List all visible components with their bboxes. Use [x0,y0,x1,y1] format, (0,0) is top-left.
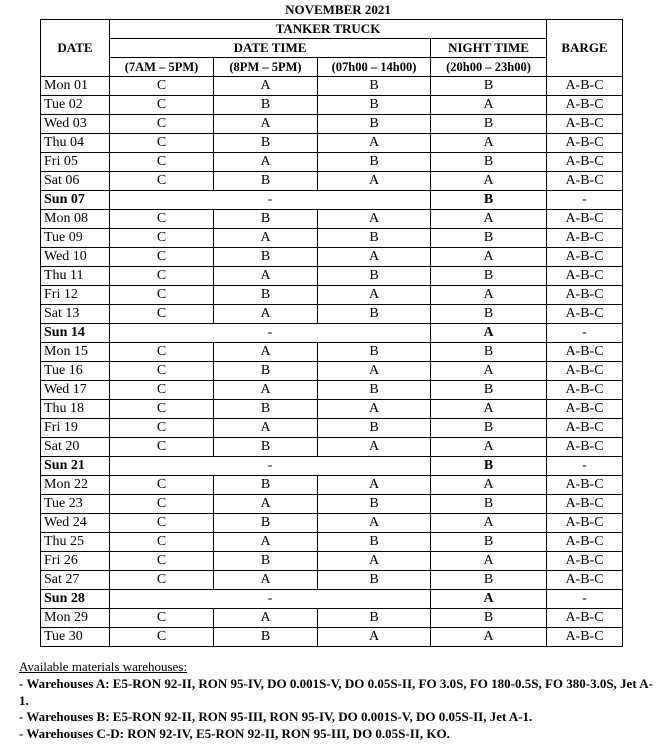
date-cell: Sat 13 [41,305,110,324]
date-cell: Mon 15 [41,343,110,362]
date-cell: Thu 18 [41,400,110,419]
shift-8pm-5pm-cell: A [214,419,318,438]
shift-8pm-5pm-cell: B [214,96,318,115]
shift-07h-14h-cell: A [318,248,431,267]
barge-cell: A-B-C [547,115,623,134]
barge-cell: - [547,590,623,609]
shift-7am-5pm-cell: C [110,495,214,514]
barge-cell: A-B-C [547,438,623,457]
shift-7am-5pm-cell: C [110,267,214,286]
schedule-table-wrapper [40,19,623,647]
date-cell: Wed 24 [41,514,110,533]
date-cell: Sat 06 [41,172,110,191]
night-shift-cell: B [431,609,547,628]
barge-cell: A-B-C [547,153,623,172]
table-row [41,514,623,533]
barge-cell: A-B-C [547,533,623,552]
shift-8pm-5pm-cell: B [214,476,318,495]
barge-cell: A-B-C [547,229,623,248]
shift-7am-5pm-cell: C [110,115,214,134]
shift-07h-14h-cell: B [318,419,431,438]
day-shift-cell: - [110,191,431,210]
date-cell: Sun 21 [41,457,110,476]
night-shift-cell: A [431,552,547,571]
shift-07h-14h-cell: A [318,400,431,419]
barge-cell: A-B-C [547,476,623,495]
table-row [41,96,623,115]
night-shift-cell: B [431,153,547,172]
barge-cell: A-B-C [547,362,623,381]
shift-7am-5pm-cell: C [110,533,214,552]
barge-cell: A-B-C [547,77,623,96]
shift-8pm-5pm-cell: A [214,153,318,172]
night-shift-cell: B [431,115,547,134]
day-shift-cell: - [110,324,431,343]
barge-cell: A-B-C [547,210,623,229]
night-shift-cell: B [431,343,547,362]
shift-8pm-5pm-cell: B [214,552,318,571]
shift-8pm-5pm-cell: B [214,438,318,457]
table-row [41,590,623,609]
shift-07h-14h-cell: B [318,96,431,115]
barge-cell: A-B-C [547,286,623,305]
shift-7am-5pm-cell: C [110,609,214,628]
date-cell: Tue 23 [41,495,110,514]
night-shift-cell: A [431,286,547,305]
schedule-table [40,19,623,647]
shift-07h-14h-cell: A [318,438,431,457]
shift-8pm-5pm-cell: A [214,267,318,286]
shift-7am-5pm-cell: C [110,381,214,400]
note-warehouse-cd: - Warehouses C-D: RON 92-IV, E5-RON 92-II, RON 95-III, DO 0.05S-II, KO. [19,726,450,742]
shift-07h-14h-cell: B [318,267,431,286]
shift-07h-14h-cell: B [318,609,431,628]
date-cell: Sat 27 [41,571,110,590]
shift-7am-5pm-cell: C [110,552,214,571]
table-row [41,305,623,324]
date-cell: Mon 22 [41,476,110,495]
table-row [41,609,623,628]
date-cell: Fri 12 [41,286,110,305]
date-cell: Fri 05 [41,153,110,172]
notes-intro: Available materials warehouses: [19,659,187,674]
shift-07h-14h-cell: B [318,153,431,172]
shift-8pm-5pm-cell: B [214,248,318,267]
table-row [41,229,623,248]
date-cell: Wed 17 [41,381,110,400]
shift-8pm-5pm-cell: B [214,172,318,191]
night-shift-cell: A [431,248,547,267]
shift-7am-5pm-cell: C [110,419,214,438]
day-shift-cell: - [110,590,431,609]
table-row [41,191,623,210]
page-title: NOVEMBER 2021 [285,2,391,17]
date-cell: Mon 01 [41,77,110,96]
barge-cell: A-B-C [547,552,623,571]
shift-07h-14h-cell: B [318,381,431,400]
shift-07h-14h-cell: B [318,305,431,324]
barge-cell: - [547,191,623,210]
barge-cell: - [547,324,623,343]
barge-cell: - [547,457,623,476]
table-row [41,628,623,647]
table-row [41,552,623,571]
shift-7am-5pm-cell: C [110,210,214,229]
shift-07h-14h-cell: B [318,115,431,134]
table-row [41,400,623,419]
table-row [41,438,623,457]
table-row [41,571,623,590]
date-cell: Sun 28 [41,590,110,609]
shift-07h-14h-cell: B [318,77,431,96]
schedule-body [41,77,623,647]
subheader-07h-14h: (07h00 – 14h00) [318,58,431,77]
subheader-8pm-5pm: (8PM – 5PM) [214,58,318,77]
table-row [41,210,623,229]
table-row [41,134,623,153]
table-row [41,248,623,267]
night-shift-cell: B [431,495,547,514]
night-shift-cell: A [431,514,547,533]
barge-cell: A-B-C [547,628,623,647]
table-row [41,381,623,400]
date-cell: Fri 26 [41,552,110,571]
table-row [41,457,623,476]
shift-7am-5pm-cell: C [110,571,214,590]
shift-8pm-5pm-cell: B [214,362,318,381]
barge-cell: A-B-C [547,248,623,267]
date-cell: Sun 14 [41,324,110,343]
subheader-20h-23h: (20h00 – 23h00) [431,58,547,77]
shift-8pm-5pm-cell: B [214,210,318,229]
date-cell: Thu 25 [41,533,110,552]
shift-07h-14h-cell: B [318,343,431,362]
shift-8pm-5pm-cell: A [214,533,318,552]
shift-7am-5pm-cell: C [110,229,214,248]
shift-7am-5pm-cell: C [110,134,214,153]
shift-8pm-5pm-cell: A [214,495,318,514]
shift-7am-5pm-cell: C [110,343,214,362]
shift-7am-5pm-cell: C [110,77,214,96]
shift-7am-5pm-cell: C [110,96,214,115]
night-shift-cell: B [431,419,547,438]
shift-7am-5pm-cell: C [110,628,214,647]
night-shift-cell: A [431,96,547,115]
barge-cell: A-B-C [547,514,623,533]
date-cell: Mon 29 [41,609,110,628]
night-shift-cell: A [431,362,547,381]
shift-8pm-5pm-cell: B [214,628,318,647]
shift-8pm-5pm-cell: A [214,115,318,134]
date-cell: Wed 03 [41,115,110,134]
night-shift-cell: B [431,191,547,210]
shift-07h-14h-cell: B [318,533,431,552]
barge-cell: A-B-C [547,381,623,400]
shift-07h-14h-cell: A [318,362,431,381]
shift-8pm-5pm-cell: B [214,134,318,153]
date-cell: Tue 16 [41,362,110,381]
barge-cell: A-B-C [547,96,623,115]
note-warehouse-a: - Warehouses A: E5-RON 92-II, RON 95-IV, DO 0.001S-V, DO 0.05S-II, FO 3.0S, FO 180-0.5S, FO 380-3.0S, Jet A-1. [19,675,653,708]
night-shift-cell: B [431,267,547,286]
table-row [41,476,623,495]
barge-cell: A-B-C [547,609,623,628]
shift-07h-14h-cell: A [318,210,431,229]
shift-8pm-5pm-cell: A [214,609,318,628]
table-row [41,77,623,96]
header-tanker-truck: TANKER TRUCK [110,20,547,39]
shift-8pm-5pm-cell: A [214,571,318,590]
date-cell: Wed 10 [41,248,110,267]
night-shift-cell: A [431,134,547,153]
date-cell: Thu 11 [41,267,110,286]
table-row [41,362,623,381]
shift-07h-14h-cell: B [318,571,431,590]
shift-7am-5pm-cell: C [110,438,214,457]
barge-cell: A-B-C [547,267,623,286]
night-shift-cell: B [431,229,547,248]
shift-7am-5pm-cell: C [110,172,214,191]
night-shift-cell: B [431,305,547,324]
shift-7am-5pm-cell: C [110,476,214,495]
table-row [41,495,623,514]
warehouse-notes [19,659,659,743]
night-shift-cell: B [431,77,547,96]
date-cell: Mon 08 [41,210,110,229]
night-shift-cell: A [431,590,547,609]
shift-7am-5pm-cell: C [110,362,214,381]
shift-07h-14h-cell: A [318,172,431,191]
barge-cell: A-B-C [547,571,623,590]
shift-8pm-5pm-cell: A [214,77,318,96]
shift-8pm-5pm-cell: A [214,229,318,248]
shift-7am-5pm-cell: C [110,153,214,172]
night-shift-cell: A [431,628,547,647]
barge-cell: A-B-C [547,495,623,514]
shift-8pm-5pm-cell: B [214,514,318,533]
shift-07h-14h-cell: A [318,134,431,153]
shift-8pm-5pm-cell: B [214,400,318,419]
barge-cell: A-B-C [547,400,623,419]
night-shift-cell: B [431,381,547,400]
barge-cell: A-B-C [547,343,623,362]
header-date-time: DATE TIME [110,39,431,58]
table-row [41,153,623,172]
shift-07h-14h-cell: B [318,229,431,248]
day-shift-cell: - [110,457,431,476]
night-shift-cell: B [431,571,547,590]
note-warehouse-b: - Warehouses B: E5-RON 92-II, RON 95-III, RON 95-IV, DO 0.001S-V, DO 0.05S-II, Jet A-1. [19,709,533,725]
night-shift-cell: A [431,438,547,457]
night-shift-cell: A [431,210,547,229]
date-cell: Sat 20 [41,438,110,457]
table-row [41,267,623,286]
barge-cell: A-B-C [547,172,623,191]
subheader-7am-5pm: (7AM – 5PM) [110,58,214,77]
date-cell: Tue 30 [41,628,110,647]
shift-07h-14h-cell: A [318,286,431,305]
shift-8pm-5pm-cell: A [214,305,318,324]
shift-8pm-5pm-cell: A [214,343,318,362]
date-cell: Tue 09 [41,229,110,248]
shift-7am-5pm-cell: C [110,305,214,324]
shift-7am-5pm-cell: C [110,400,214,419]
table-row [41,533,623,552]
night-shift-cell: A [431,476,547,495]
shift-07h-14h-cell: A [318,476,431,495]
shift-8pm-5pm-cell: B [214,286,318,305]
shift-07h-14h-cell: A [318,514,431,533]
table-row [41,115,623,134]
header-barge: BARGE [547,20,623,77]
shift-07h-14h-cell: A [318,552,431,571]
shift-8pm-5pm-cell: A [214,381,318,400]
date-cell: Thu 04 [41,134,110,153]
table-row [41,343,623,362]
shift-7am-5pm-cell: C [110,248,214,267]
night-shift-cell: A [431,400,547,419]
night-shift-cell: B [431,533,547,552]
table-row [41,172,623,191]
date-cell: Sun 07 [41,191,110,210]
table-row [41,419,623,438]
night-shift-cell: A [431,324,547,343]
night-shift-cell: A [431,172,547,191]
shift-07h-14h-cell: B [318,495,431,514]
header-date: DATE [41,20,110,77]
table-row [41,324,623,343]
date-cell: Tue 02 [41,96,110,115]
shift-7am-5pm-cell: C [110,514,214,533]
table-row [41,286,623,305]
date-cell: Fri 19 [41,419,110,438]
header-night-time: NIGHT TIME [431,39,547,58]
shift-07h-14h-cell: A [318,628,431,647]
barge-cell: A-B-C [547,419,623,438]
shift-7am-5pm-cell: C [110,286,214,305]
night-shift-cell: B [431,457,547,476]
barge-cell: A-B-C [547,305,623,324]
barge-cell: A-B-C [547,134,623,153]
